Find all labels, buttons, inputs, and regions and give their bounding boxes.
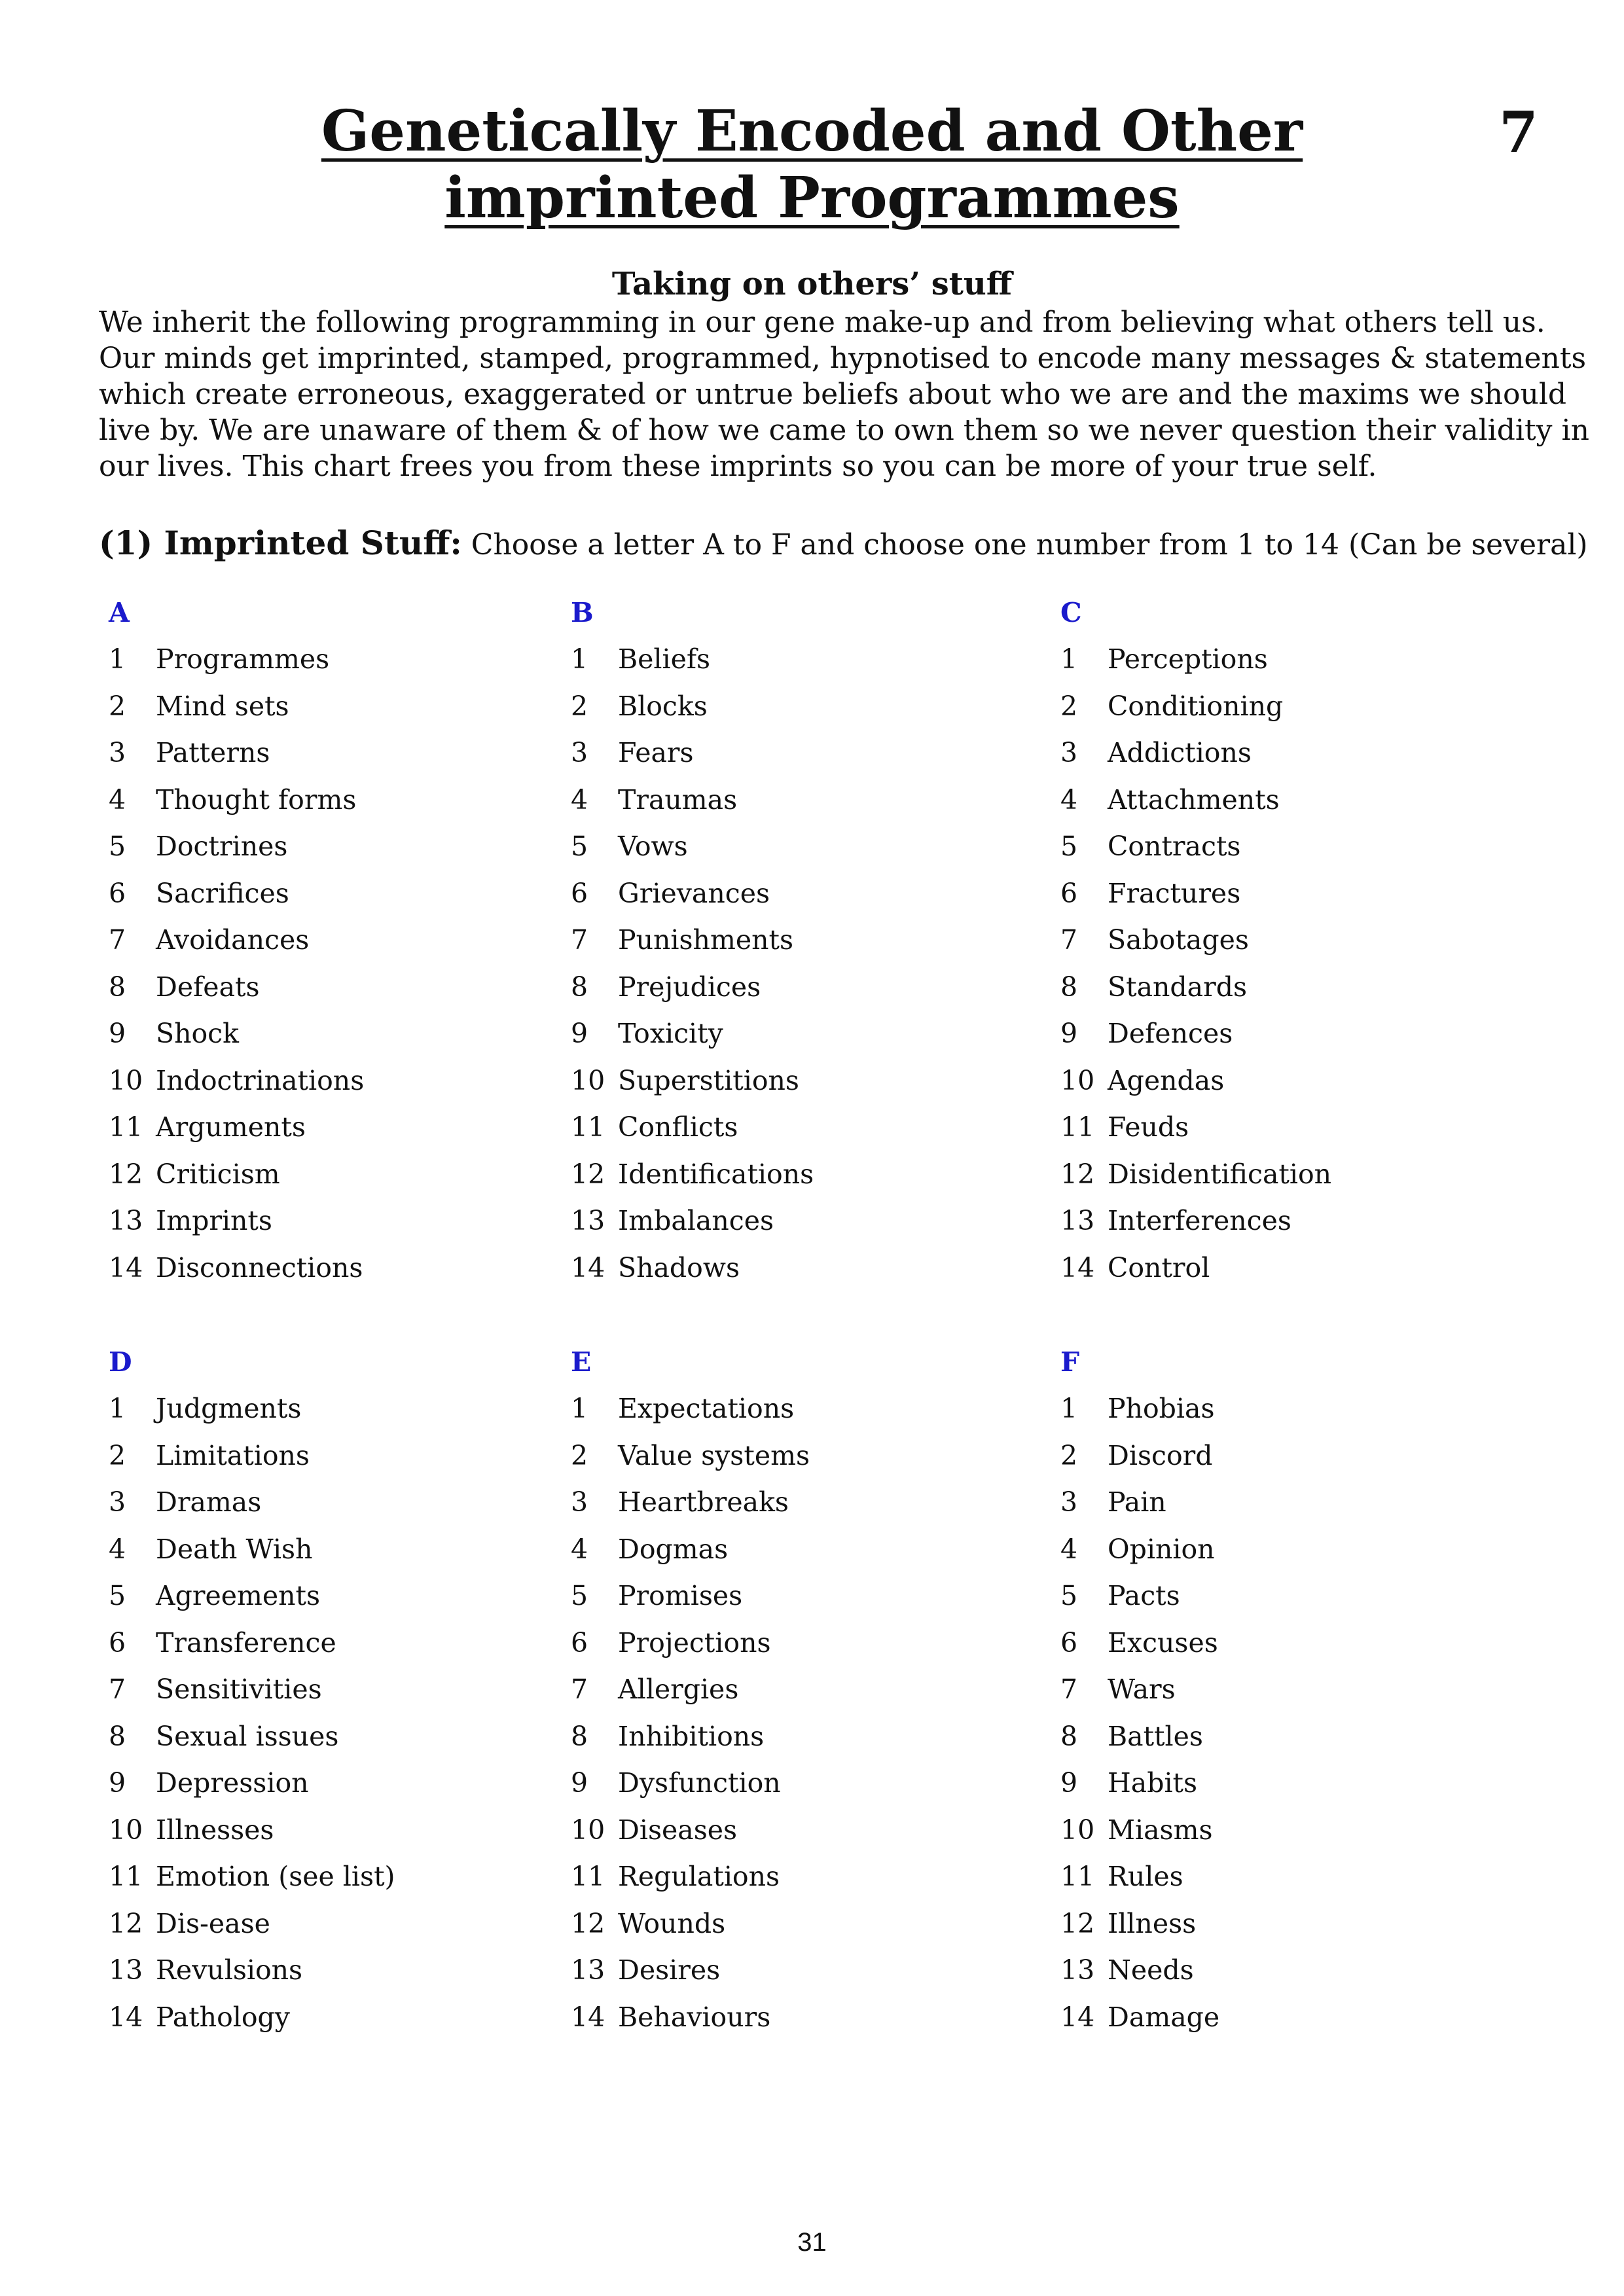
item-number: 10: [1060, 1064, 1095, 1096]
item-number: 6: [571, 877, 588, 909]
item-number: 3: [571, 1486, 588, 1518]
list-item: [1060, 964, 1519, 1011]
item-label: Shock: [156, 1018, 239, 1049]
item-number: 2: [1060, 1439, 1078, 1471]
intro-line: which create erroneous, exaggerated or untrue beliefs about who we are and the maxims we should: [99, 378, 1567, 411]
item-label: Sexual issues: [156, 1720, 339, 1752]
item-label: Patterns: [156, 737, 270, 768]
item-label: Behaviours: [618, 2001, 771, 2033]
group-list: [571, 1386, 1029, 2041]
item-number: 13: [571, 1205, 605, 1236]
item-number: 9: [1060, 1767, 1078, 1799]
list-item: [571, 917, 1029, 964]
group-list: [1060, 1386, 1519, 2041]
intro-line: We inherit the following programming in our gene make-up and from believing what others tell us.: [99, 306, 1545, 339]
item-label: Perceptions: [1108, 643, 1268, 675]
item-number: 14: [1060, 2001, 1095, 2033]
item-number: 14: [109, 1251, 143, 1283]
item-label: Blocks: [618, 690, 708, 722]
list-item: [1060, 823, 1519, 870]
list-item: [1060, 1011, 1519, 1058]
item-number: 11: [571, 1861, 605, 1892]
item-number: 1: [571, 643, 588, 675]
group-letter: F: [1060, 1346, 1080, 1378]
item-label: Phobias: [1108, 1393, 1215, 1424]
item-number: 3: [1060, 1486, 1078, 1518]
item-number: 9: [109, 1767, 126, 1799]
item-number: 11: [1060, 1861, 1095, 1892]
item-number: 9: [1060, 1018, 1078, 1049]
item-label: Judgments: [156, 1393, 302, 1424]
list-item: [109, 1666, 567, 1713]
item-label: Needs: [1108, 1954, 1194, 1986]
item-number: 8: [109, 1720, 126, 1752]
item-number: 12: [571, 1907, 605, 1939]
group-list: [571, 636, 1029, 1291]
item-number: 1: [109, 643, 126, 675]
item-number: 13: [109, 1205, 143, 1236]
list-item: [1060, 1479, 1519, 1526]
list-item: [571, 1854, 1029, 1901]
item-label: Revulsions: [156, 1954, 303, 1986]
list-item: [1060, 1526, 1519, 1573]
item-label: Dysfunction: [618, 1767, 781, 1799]
list-item: [109, 1433, 567, 1480]
item-number: 13: [1060, 1205, 1095, 1236]
item-number: 8: [109, 971, 126, 1003]
item-number: 3: [1060, 737, 1078, 768]
item-number: 7: [571, 924, 588, 956]
item-number: 11: [109, 1861, 143, 1892]
item-number: 5: [1060, 1580, 1078, 1611]
list-item: [109, 964, 567, 1011]
list-item: [571, 1433, 1029, 1480]
item-number: 4: [571, 1533, 588, 1565]
item-label: Depression: [156, 1767, 309, 1799]
item-number: 7: [109, 1674, 126, 1705]
item-label: Miasms: [1108, 1814, 1213, 1846]
list-item: [571, 1198, 1029, 1245]
item-number: 5: [109, 1580, 126, 1611]
item-label: Toxicity: [618, 1018, 723, 1049]
intro-line: live by. We are unaware of them & of how we came to own them so we never question their validity in: [99, 414, 1589, 447]
list-item: [571, 636, 1029, 683]
list-item: [109, 823, 567, 870]
item-label: Superstitions: [618, 1064, 799, 1096]
item-number: 1: [571, 1393, 588, 1424]
list-item: [571, 1011, 1029, 1058]
list-item: [571, 1760, 1029, 1807]
item-number: 5: [1060, 831, 1078, 862]
item-number: 14: [571, 2001, 605, 2033]
item-number: 14: [109, 2001, 143, 2033]
item-label: Indoctrinations: [156, 1064, 365, 1096]
list-item: [109, 1198, 567, 1245]
list-item: [109, 1245, 567, 1292]
list-item: [571, 683, 1029, 730]
group-letter: D: [109, 1346, 132, 1378]
list-item: [1060, 1620, 1519, 1667]
item-number: 6: [1060, 1626, 1078, 1659]
list-item: [571, 1901, 1029, 1948]
group-a: [109, 589, 567, 1291]
group-e: [571, 1338, 1029, 2041]
list-item: [1060, 636, 1519, 683]
item-number: 6: [571, 1626, 588, 1659]
list-item: [1060, 1151, 1519, 1198]
list-item: [109, 1994, 567, 2041]
item-number: 2: [571, 690, 588, 722]
instruction-text: Choose a letter A to F and choose one number from 1 to 14 (Can be several): [461, 528, 1588, 562]
title-line-1: Genetically Encoded and Other: [321, 98, 1303, 164]
group-list: [109, 636, 567, 1291]
item-label: Regulations: [618, 1861, 780, 1892]
item-number: 6: [109, 877, 126, 909]
item-label: Defences: [1108, 1018, 1233, 1049]
item-number: 12: [571, 1158, 605, 1190]
item-number: 11: [109, 1111, 143, 1143]
page-number: 31: [797, 2228, 827, 2257]
item-label: Avoidances: [156, 924, 310, 956]
item-number: 4: [1060, 783, 1078, 816]
intro-line: Our minds get imprinted, stamped, programmed, hypnotised to encode many messages & statements: [99, 342, 1587, 375]
list-item: [1060, 1104, 1519, 1151]
list-item: [109, 1947, 567, 1994]
item-number: 5: [571, 831, 588, 862]
item-number: 3: [109, 1486, 126, 1518]
item-number: 1: [1060, 1393, 1078, 1424]
item-label: Disidentification: [1108, 1158, 1332, 1190]
list-item: [1060, 1573, 1519, 1620]
list-item: [1060, 777, 1519, 824]
item-label: Wars: [1108, 1674, 1176, 1705]
item-label: Promises: [618, 1580, 743, 1611]
item-label: Punishments: [618, 924, 794, 956]
item-number: 12: [109, 1158, 143, 1190]
item-label: Diseases: [618, 1814, 738, 1846]
item-label: Battles: [1108, 1720, 1203, 1752]
instruction: [99, 524, 1588, 565]
item-label: Disconnections: [156, 1251, 363, 1283]
item-label: Conditioning: [1108, 690, 1284, 722]
item-number: 4: [109, 1533, 126, 1565]
item-label: Value systems: [618, 1439, 810, 1471]
item-number: 10: [571, 1814, 605, 1846]
item-label: Traumas: [618, 783, 738, 816]
item-number: 12: [1060, 1158, 1095, 1190]
item-label: Inhibitions: [618, 1720, 765, 1752]
list-item: [109, 730, 567, 777]
list-item: [1060, 1386, 1519, 1433]
list-item: [1060, 870, 1519, 918]
item-label: Doctrines: [156, 831, 288, 862]
item-label: Rules: [1108, 1861, 1183, 1892]
list-item: [571, 1526, 1029, 1573]
list-item: [109, 870, 567, 918]
list-item: [109, 1573, 567, 1620]
section-subtitle: Taking on others’ stuff: [611, 266, 1013, 302]
item-number: 9: [571, 1767, 588, 1799]
item-number: 10: [1060, 1814, 1095, 1846]
group-letter: A: [109, 597, 130, 628]
item-label: Identifications: [618, 1158, 814, 1190]
item-label: Addictions: [1108, 737, 1252, 768]
list-item: [109, 1854, 567, 1901]
list-item: [1060, 1666, 1519, 1713]
item-number: 2: [109, 690, 126, 722]
item-label: Dis-ease: [156, 1907, 270, 1939]
item-number: 8: [1060, 1720, 1078, 1752]
item-number: 1: [1060, 643, 1078, 675]
list-item: [1060, 1947, 1519, 1994]
item-label: Thought forms: [156, 783, 357, 816]
item-label: Projections: [618, 1626, 771, 1659]
item-label: Attachments: [1108, 783, 1280, 816]
item-label: Interferences: [1108, 1205, 1291, 1236]
item-label: Sabotages: [1108, 924, 1249, 956]
list-item: [571, 1151, 1029, 1198]
item-number: 14: [571, 1251, 605, 1283]
item-label: Programmes: [156, 643, 330, 675]
list-item: [109, 1760, 567, 1807]
list-item: [571, 1620, 1029, 1667]
title-line-2: imprinted Programmes: [444, 165, 1180, 231]
list-item: [571, 1479, 1029, 1526]
item-label: Fractures: [1108, 877, 1241, 909]
item-number: 2: [109, 1439, 126, 1471]
item-label: Pathology: [156, 2001, 290, 2033]
item-label: Emotion (see list): [156, 1861, 395, 1892]
item-number: 10: [571, 1064, 605, 1096]
item-label: Defeats: [156, 971, 260, 1003]
item-label: Illness: [1108, 1907, 1197, 1939]
item-number: 1: [109, 1393, 126, 1424]
list-item: [109, 1479, 567, 1526]
list-item: [1060, 1854, 1519, 1901]
item-label: Criticism: [156, 1158, 280, 1190]
item-number: 5: [571, 1580, 588, 1611]
list-item: [109, 1901, 567, 1948]
item-number: 5: [109, 831, 126, 862]
item-label: Dramas: [156, 1486, 262, 1518]
item-label: Dogmas: [618, 1533, 729, 1565]
item-label: Feuds: [1108, 1111, 1189, 1143]
item-label: Standards: [1108, 971, 1247, 1003]
item-number: 9: [109, 1018, 126, 1049]
item-label: Heartbreaks: [618, 1486, 789, 1518]
list-item: [109, 1620, 567, 1667]
item-number: 4: [109, 783, 126, 816]
list-item: [571, 870, 1029, 918]
item-number: 7: [1060, 1674, 1078, 1705]
item-number: 4: [571, 783, 588, 816]
list-item: [1060, 1058, 1519, 1105]
list-item: [109, 777, 567, 824]
item-label: Control: [1108, 1251, 1210, 1283]
item-label: Damage: [1108, 2001, 1220, 2033]
item-label: Vows: [618, 831, 688, 862]
item-number: 7: [109, 924, 126, 956]
page-title: [0, 98, 1624, 232]
item-number: 11: [571, 1111, 605, 1143]
item-number: 8: [1060, 971, 1078, 1003]
item-label: Wounds: [618, 1907, 726, 1939]
group-letter: B: [571, 597, 594, 628]
item-label: Illnesses: [156, 1814, 274, 1846]
list-item: [109, 1104, 567, 1151]
item-label: Desires: [618, 1954, 721, 1986]
list-item: [571, 730, 1029, 777]
item-label: Limitations: [156, 1439, 310, 1471]
list-item: [1060, 917, 1519, 964]
list-item: [109, 1386, 567, 1433]
list-item: [571, 1058, 1029, 1105]
list-item: [109, 1058, 567, 1105]
list-item: [109, 917, 567, 964]
group-list: [109, 1386, 567, 2041]
item-label: Shadows: [618, 1251, 740, 1283]
item-label: Mind sets: [156, 690, 289, 722]
list-item: [1060, 1994, 1519, 2041]
list-item: [571, 823, 1029, 870]
list-item: [109, 1011, 567, 1058]
list-item: [1060, 1901, 1519, 1948]
item-number: 2: [571, 1439, 588, 1471]
list-item: [1060, 1713, 1519, 1761]
item-label: Transference: [156, 1626, 336, 1659]
item-number: 8: [571, 1720, 588, 1752]
group-letter: E: [571, 1346, 592, 1378]
item-number: 9: [571, 1018, 588, 1049]
item-label: Sensitivities: [156, 1674, 322, 1705]
item-label: Arguments: [156, 1111, 306, 1143]
item-number: 12: [109, 1907, 143, 1939]
item-number: 7: [571, 1674, 588, 1705]
list-item: [1060, 1245, 1519, 1292]
list-item: [1060, 683, 1519, 730]
intro-paragraph: [99, 304, 1589, 484]
list-item: [571, 1104, 1029, 1151]
list-item: [571, 777, 1029, 824]
list-item: [1060, 1807, 1519, 1854]
list-item: [571, 1245, 1029, 1292]
item-number: 14: [1060, 1251, 1095, 1283]
item-number: 10: [109, 1064, 143, 1096]
item-label: Grievances: [618, 877, 770, 909]
item-number: 6: [1060, 877, 1078, 909]
intro-line: our lives. This chart frees you from these imprints so you can be more of your true self.: [99, 450, 1377, 483]
list-item: [1060, 730, 1519, 777]
item-label: Death Wish: [156, 1533, 313, 1565]
item-number: 4: [1060, 1533, 1078, 1565]
item-number: 11: [1060, 1111, 1095, 1143]
item-number: 12: [1060, 1907, 1095, 1939]
item-label: Conflicts: [618, 1111, 738, 1143]
item-number: 6: [109, 1626, 126, 1659]
chapter-number: 7: [1499, 99, 1538, 166]
item-label: Habits: [1108, 1767, 1198, 1799]
list-item: [109, 683, 567, 730]
item-label: Pacts: [1108, 1580, 1180, 1611]
item-number: 13: [571, 1954, 605, 1986]
item-number: 3: [571, 737, 588, 768]
list-item: [109, 1151, 567, 1198]
item-number: 13: [109, 1954, 143, 1986]
item-number: 2: [1060, 690, 1078, 722]
list-item: [109, 1526, 567, 1573]
item-label: Allergies: [618, 1674, 739, 1705]
item-number: 13: [1060, 1954, 1095, 1986]
group-list: [1060, 636, 1519, 1291]
list-item: [1060, 1433, 1519, 1480]
list-item: [109, 636, 567, 683]
item-label: Pain: [1108, 1486, 1166, 1518]
item-label: Discord: [1108, 1439, 1213, 1471]
item-number: 7: [1060, 924, 1078, 956]
list-item: [571, 1713, 1029, 1761]
list-item: [571, 1807, 1029, 1854]
item-number: 10: [109, 1814, 143, 1846]
item-label: Excuses: [1108, 1626, 1218, 1659]
item-number: 8: [571, 971, 588, 1003]
list-item: [571, 1994, 1029, 2041]
list-item: [571, 1666, 1029, 1713]
list-item: [1060, 1760, 1519, 1807]
item-label: Imbalances: [618, 1205, 774, 1236]
item-label: Prejudices: [618, 971, 761, 1003]
item-label: Beliefs: [618, 643, 711, 675]
item-label: Contracts: [1108, 831, 1241, 862]
group-letter: C: [1060, 597, 1082, 628]
group-f: [1060, 1338, 1519, 2041]
item-label: Opinion: [1108, 1533, 1215, 1565]
list-item: [109, 1807, 567, 1854]
group-d: [109, 1338, 567, 2041]
item-label: Fears: [618, 737, 694, 768]
list-item: [571, 1573, 1029, 1620]
item-label: Agreements: [156, 1580, 321, 1611]
item-label: Expectations: [618, 1393, 795, 1424]
item-label: Agendas: [1108, 1064, 1225, 1096]
group-c: [1060, 589, 1519, 1291]
list-item: [109, 1713, 567, 1761]
instruction-lead: (1) Imprinted Stuff:: [99, 524, 462, 562]
item-label: Imprints: [156, 1205, 272, 1236]
list-item: [1060, 1198, 1519, 1245]
item-number: 3: [109, 737, 126, 768]
list-item: [571, 964, 1029, 1011]
group-b: [571, 589, 1029, 1291]
list-item: [571, 1947, 1029, 1994]
item-label: Sacrifices: [156, 877, 289, 909]
list-item: [571, 1386, 1029, 1433]
